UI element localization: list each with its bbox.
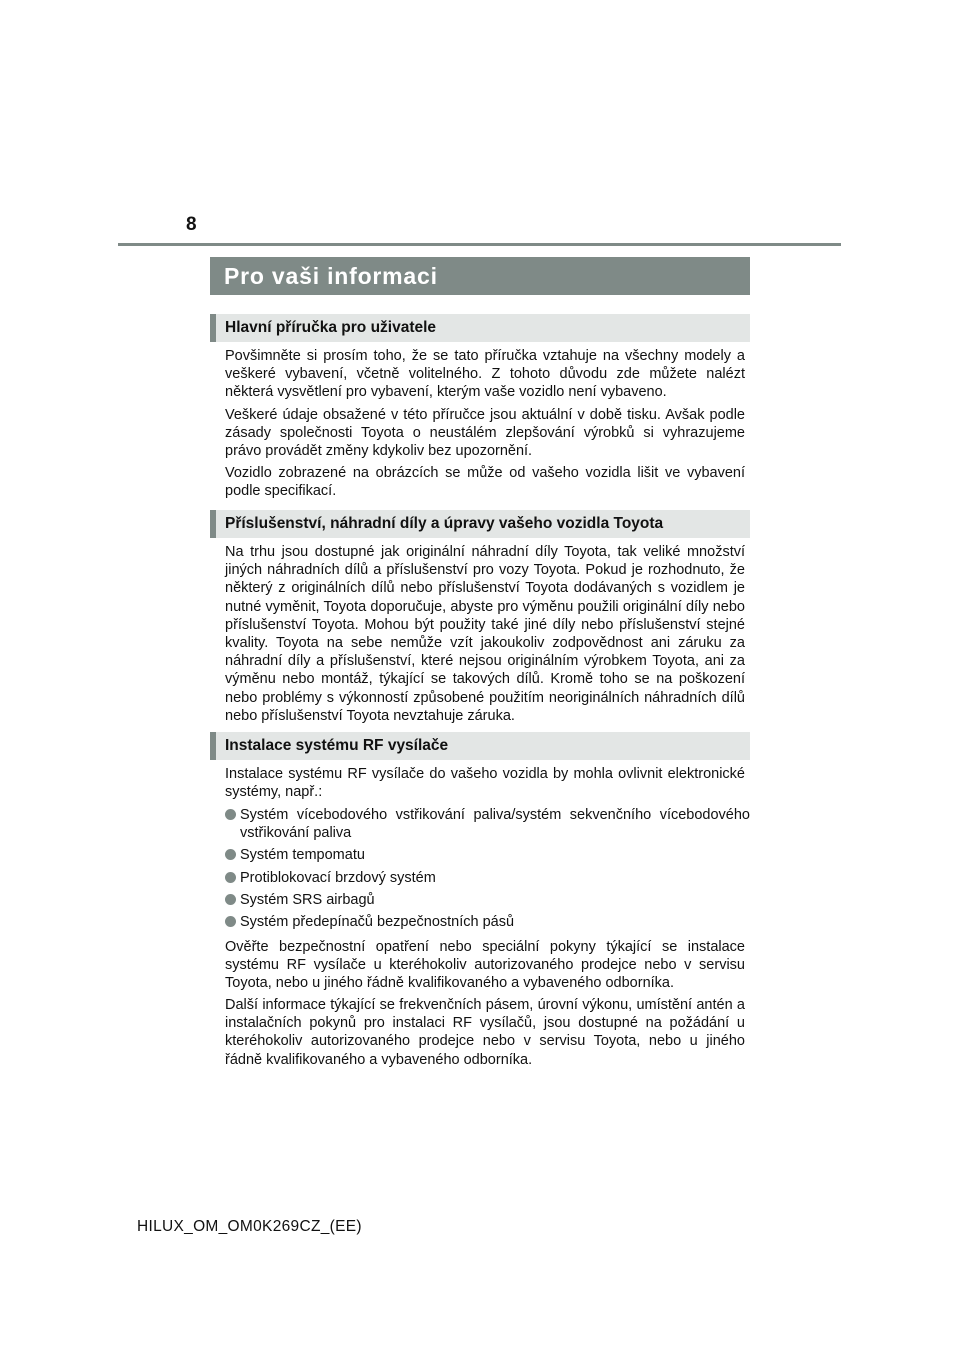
list-item bbox=[225, 913, 750, 931]
list-item-text: Systém tempomatu bbox=[240, 847, 365, 863]
section-heading-main-manual: Hlavní příručka pro uživatele bbox=[210, 314, 750, 342]
paragraph: Veškeré údaje obsažené v této příručce jsou aktuální v době tisku. Avšak podle zásady společnosti Toyota o neustálém zlepšování výrobků si vyhrazujeme právo provádět změny kdykoliv bez upozornění. bbox=[225, 407, 745, 460]
list-item-text: Systém předepínačů bezpečnostních pásů bbox=[240, 914, 515, 930]
paragraph: Vozidlo zobrazené na obrázcích se může od vašeho vozidla lišit ve vybavení podle specifikací. bbox=[225, 465, 745, 500]
page-title: Pro vaši informaci bbox=[210, 257, 750, 295]
list-item bbox=[225, 869, 750, 887]
paragraph: Na trhu jsou dostupné jak originální náhradní díly Toyota, tak veliké množství jiných náhradních dílů a příslušenství pro vozy Toyota. Pokud je rozhodnuto, že některý z originálních dílů nebo příslušenství Toyota dodávaných s vozidlem je nutné vyměnit, Toyota doporučuje, abyste pro výměnu použili originální díly nebo příslušenství Toyota. Mohou být použity také jiné díly nebo příslušenství stejné kvality. Toyota na sebe nemůže vzít jakoukoliv zodpovědnost ani záruku za náhradní díly a příslušenství, které nejsou originálním výrobkem Toyota, ani za výměnu nebo montáž, týkající se takových dílů. Kromě toho se na poškození nebo problémy s výkonností způsobené použitím neoriginálních náhradních dílů nebo příslušenství Toyota nevztahuje záruka. bbox=[225, 544, 745, 724]
list-item bbox=[225, 891, 750, 909]
header-rule bbox=[118, 243, 841, 246]
bullet-icon bbox=[225, 849, 236, 860]
list-item-text: Systém vícebodového vstřikování paliva/systém sekvenčního vícebodového vstřikování paliva bbox=[240, 807, 750, 842]
paragraph: Povšimněte si prosím toho, že se tato příručka vztahuje na všechny modely a veškeré vybavení, včetně volitelného. Z tohoto důvodu zde můžete nalézt některá vysvětlení pro vybavení, kterým vaše vozidlo není vybaveno. bbox=[225, 348, 745, 401]
list-item bbox=[225, 806, 750, 842]
list-item-text: Protiblokovací brzdový systém bbox=[240, 870, 436, 886]
paragraph: Ověřte bezpečnostní opatření nebo speciální pokyny týkající se instalace systému RF vysílače u kteréhokoliv autorizovaného prodejce nebo v servisu Toyota, nebo u jiného řádně kvalifikovaného a vybaveného odborníka. bbox=[225, 939, 745, 992]
paragraph: Instalace systému RF vysílače do vašeho vozidla by mohla ovlivnit elektronické systémy, např.: bbox=[225, 766, 745, 801]
list-item bbox=[225, 846, 750, 864]
document-code: HILUX_OM_OM0K269CZ_(EE) bbox=[137, 1218, 362, 1235]
paragraph: Další informace týkající se frekvenčních pásem, úrovní výkonu, umístění antén a instalačních pokynů pro instalaci RF vysílačů, jsou dostupné na požádání u kteréhokoliv autorizovaného prodejce nebo v servisu Toyota, nebo u jiného řádně kvalifikovaného a vybaveného odborníka. bbox=[225, 997, 745, 1068]
page-number: 8 bbox=[186, 214, 197, 235]
bullet-icon bbox=[225, 809, 236, 820]
list-item-text: Systém SRS airbagů bbox=[240, 892, 375, 908]
bullet-icon bbox=[225, 916, 236, 927]
section-heading-accessories: Příslušenství, náhradní díly a úpravy vašeho vozidla Toyota bbox=[210, 510, 750, 538]
bullet-icon bbox=[225, 894, 236, 905]
bullet-icon bbox=[225, 872, 236, 883]
section-heading-rf-transmitter: Instalace systému RF vysílače bbox=[210, 732, 750, 760]
